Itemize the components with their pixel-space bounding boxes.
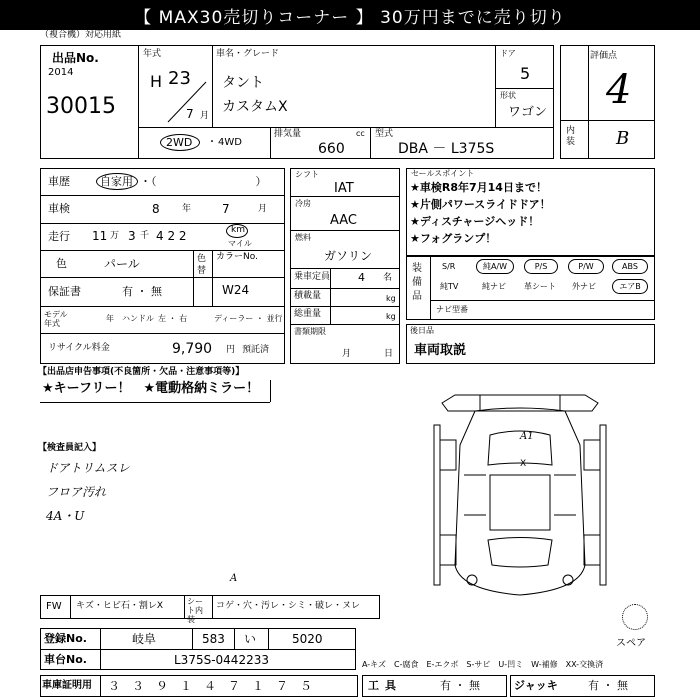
displacement-value: 660	[318, 141, 345, 157]
sales-points-label: セールスポイント	[411, 169, 475, 178]
fuel-label: 燃料	[295, 233, 311, 242]
tools-label: 工具	[368, 679, 402, 692]
spare-label: スペア	[616, 638, 646, 649]
registration-kana: い	[244, 632, 257, 646]
spare-circle	[622, 604, 648, 630]
interior-score: B	[616, 128, 630, 149]
model-row-handle: ハンドル	[122, 314, 154, 323]
seat-label: シート内装	[187, 597, 203, 624]
capacity-unit: 名	[383, 273, 393, 283]
inspector-line-1: ドアトリムスレ	[46, 461, 130, 475]
equip-abs: ABS	[612, 259, 648, 274]
color-code-label: カラーNo.	[216, 252, 258, 262]
warranty-value: 有 ・ 無	[122, 285, 162, 298]
lot-label: 出品No.	[52, 51, 99, 65]
equip-leather: 革シート	[524, 282, 556, 291]
color-code: W24	[222, 283, 250, 297]
year-month-unit: 月	[200, 111, 210, 121]
mileage-unit-km: km	[231, 225, 245, 235]
jack-value: 有 ・ 無	[588, 679, 628, 692]
year-value: 23	[168, 68, 191, 89]
damage-mark-x: X	[520, 459, 527, 469]
spec-table	[40, 168, 285, 364]
year-label: 年式	[143, 49, 162, 59]
notes-text: ★キーフリー！ ★電動格納ミラー！	[42, 381, 260, 396]
mileage-unit-mile: マイル	[228, 239, 252, 248]
damage-mark-a: A	[230, 573, 238, 584]
model-row-dealer: ディーラー ・ 並行	[214, 314, 283, 323]
mileage-man: 11	[92, 229, 108, 243]
color-label: 色	[56, 257, 67, 270]
registration-class: 583	[202, 632, 225, 646]
tools-value: 有 ・ 無	[440, 679, 480, 692]
model-code-value: DBA － L375S	[398, 141, 495, 157]
history-label: 車歴	[48, 175, 70, 188]
inspector-line-2: フロア汚れ	[46, 485, 107, 499]
interior-label: 内装	[566, 126, 576, 147]
damage-mark-a1: A1	[520, 431, 534, 442]
body-type-label: 形状	[500, 91, 516, 100]
lot-number: 30015	[46, 94, 116, 119]
equip-navi: 純ナビ	[482, 282, 506, 291]
mileage-rest: 4 2 2	[156, 229, 187, 243]
sales-point-4: ★フォグランプ！	[410, 232, 497, 245]
recycle-unit: 円	[226, 345, 236, 355]
after-label: 後日品	[410, 326, 434, 335]
displacement-label: 排気量	[274, 129, 302, 139]
cert-label: 車庫証明用	[42, 680, 92, 691]
registration-label: 登録No.	[44, 632, 87, 645]
equip-airbag: エアB	[612, 279, 648, 294]
capacity-label: 乗車定員	[294, 272, 331, 282]
model-code-label: 型式	[375, 129, 394, 139]
car-name: タント	[222, 75, 264, 91]
inspector-line-3: 4A・U	[46, 509, 85, 523]
model-row-year: 年	[106, 314, 114, 323]
inspection-year-unit: 年	[182, 204, 192, 214]
after-value: 車両取説	[414, 343, 467, 358]
shift-label: シフト	[295, 170, 319, 179]
weight-label: 総重量	[294, 309, 322, 319]
model-row-label: モデル年式	[44, 310, 68, 328]
mileage-label: 走行	[48, 230, 70, 243]
inspection-month: 7	[222, 202, 230, 216]
docs-label: 書類期限	[294, 327, 326, 336]
registration-number: 5020	[292, 632, 323, 646]
doors-label: ドア	[500, 49, 516, 58]
inspection-label: 車検	[48, 202, 70, 215]
car-name-label: 車名・グレード	[216, 49, 280, 59]
fw-label: FW	[46, 601, 62, 612]
history-rest: ・（ ）	[140, 175, 267, 188]
car-grade: カスタムX	[222, 99, 288, 115]
mileage-sen: 3	[128, 229, 136, 243]
recycle-label: リサイクル料金	[48, 343, 110, 353]
load-label: 積載量	[294, 291, 322, 301]
inspector-label: 【検査員記入】	[38, 443, 102, 453]
displacement-unit: cc	[356, 129, 365, 138]
cert-digits: ３ ３ ９ １ ４ ７ １ ７ ５	[108, 679, 313, 693]
inspection-year: 8	[152, 202, 160, 216]
mileage-man-unit: 万	[110, 231, 120, 241]
model-row-lr: 左 ・ 右	[158, 314, 188, 323]
notes-label: 【出品店申告事項(不良箇所・欠品・注意事項等)】	[38, 367, 245, 377]
aircon-label: 冷房	[295, 199, 311, 208]
sales-point-1: ★車検R8年7月14日まで！	[410, 181, 547, 194]
equip-ps: P/S	[524, 259, 558, 274]
recycle-value: 9,790	[172, 341, 213, 357]
year-era: H	[150, 72, 163, 91]
weight-unit: kg	[386, 312, 396, 321]
color-value: パール	[104, 257, 140, 271]
rating-label: 評価点	[590, 51, 618, 61]
body-type-value: ワゴン	[508, 105, 548, 120]
fuel-value: ガソリン	[324, 249, 373, 263]
top-banner: 【 MAX30売切りコーナー 】 30万円までに売り切り	[0, 0, 700, 30]
navi-model-label: ナビ型番	[436, 305, 468, 314]
capacity-value: 4	[358, 271, 365, 284]
equip-pw: P/W	[568, 259, 604, 274]
registration-place: 岐阜	[132, 632, 157, 646]
sales-point-2: ★片側パワースライドドア！	[410, 198, 551, 211]
equip-aw: 純A/W	[476, 259, 514, 274]
inspection-month-unit: 月	[258, 204, 268, 214]
equipment-label: 装備品	[412, 263, 422, 302]
car-diagram	[420, 385, 620, 605]
chassis-value: L375S-0442233	[174, 653, 269, 667]
color-change-label: 色替	[197, 254, 207, 276]
doors-value: 5	[520, 64, 531, 83]
recycle-note: 預託済	[242, 345, 270, 355]
rating-score: 4	[606, 67, 632, 113]
seat-text: コゲ・穴・汚レ・シミ・破レ・ヌレ	[216, 601, 361, 611]
load-unit: kg	[386, 294, 396, 303]
docs-unit: 月	[342, 349, 352, 359]
chassis-label: 車台No.	[44, 653, 87, 666]
equip-ext-navi: 外ナビ	[572, 282, 596, 291]
paper-cut-text: （複合機）対応用紙	[40, 30, 122, 40]
drive-2wd: 2WD	[166, 136, 193, 149]
lot-year: 2014	[48, 67, 74, 78]
mileage-sen-unit: 千	[140, 231, 150, 241]
sales-point-3: ★ディスチャージヘッド！	[410, 215, 540, 228]
shift-value: IAT	[334, 181, 354, 196]
docs-day: 日	[384, 349, 394, 359]
damage-legend: A-キズ C-腐食 E-エクボ S-サビ U-凹ミ W-補修 XX-交換済	[362, 660, 604, 669]
warranty-label: 保証書	[48, 285, 81, 298]
equip-sr: S/R	[442, 262, 456, 271]
jack-label: ジャッキ	[514, 679, 558, 692]
fw-text: キズ・ヒビ石・割レX	[76, 601, 163, 611]
drive-4wd: 4WD	[218, 137, 242, 148]
history-value: 自家用	[100, 175, 133, 188]
year-month: 7	[186, 107, 194, 121]
aircon-value: AAC	[330, 213, 357, 228]
equip-tv: 純TV	[440, 282, 459, 291]
